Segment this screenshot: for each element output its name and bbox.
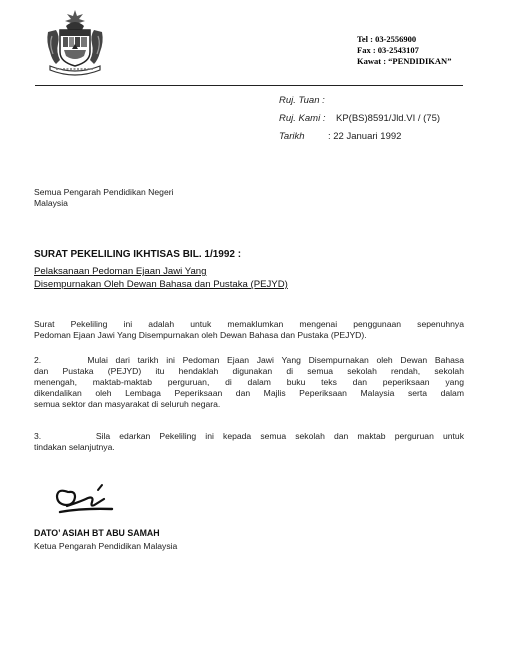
paragraph-1-line-1: Surat Pekeliling ini adalah untuk memaklumkan mengenai penggunaan sepenuhnya [34, 319, 464, 329]
letterhead-divider [35, 85, 463, 86]
recipient-line-2: Malaysia [34, 198, 68, 208]
paragraph-2-line-1: 2. Mulai dari tarikh ini Pedoman Ejaan Jawi Yang Disempurnakan oleh Dewan Bahasa [34, 355, 464, 365]
paragraph-2-line-5: semua sektor dan masyarakat di seluruh negara. [34, 399, 221, 409]
tarikh-value: : 22 Januari 1992 [328, 131, 402, 142]
fax-number: Fax : 03-2543107 [357, 45, 419, 55]
telephone-number: Tel : 03-2556900 [357, 34, 417, 44]
paragraph-2-line-2: dan Pustaka (PEJYD) itu hendaklah digunakan di semua sekolah rendah, sekolah [34, 366, 464, 376]
tarikh-label: Tarikh [279, 131, 305, 142]
paragraph-1-line-2: Pedoman Ejaan Jawi Yang Disempurnakan oleh Dewan Bahasa dan Pustaka (PEJYD). [34, 330, 367, 340]
subject-line-1: Pelaksanaan Pedoman Ejaan Jawi Yang [34, 266, 207, 277]
ruj-kami-value: KP(BS)8591/Jld.VI / (75) [336, 113, 441, 124]
coat-of-arms-logo [44, 8, 106, 76]
ruj-tuan-label: Ruj. Tuan : [279, 95, 325, 106]
circular-title: SURAT PEKELILING IKHTISAS BIL. 1/1992 : [34, 249, 242, 260]
ruj-kami-label: Ruj. Kami : [279, 113, 326, 124]
signatory-title: Ketua Pengarah Pendidikan Malaysia [34, 541, 178, 551]
paragraph-2-line-4: dikendalikan oleh Lembaga Peperiksaan dan Majlis Peperiksaan Malaysia serta dalam [34, 388, 464, 398]
paragraph-2-line-3: menengah, maktab-maktab perguruan, di dalam buku teks dan peperiksaan yang [34, 377, 464, 387]
signatory-name: DATO’ ASIAH BT ABU SAMAH [34, 528, 160, 538]
paragraph-3-line-2: tindakan selanjutnya. [34, 442, 115, 452]
handwritten-signature [52, 482, 132, 518]
recipient-line-1: Semua Pengarah Pendidikan Negeri [34, 187, 174, 197]
paragraph-3-line-1: 3. Sila edarkan Pekeliling ini kepada semua sekolah dan maktab perguruan untuk [34, 431, 464, 441]
subject-line-2: Disempurnakan Oleh Dewan Bahasa dan Pustaka (PEJYD) [34, 279, 288, 290]
telegraph-address: Kawat : “PENDIDIKAN” [357, 56, 452, 66]
